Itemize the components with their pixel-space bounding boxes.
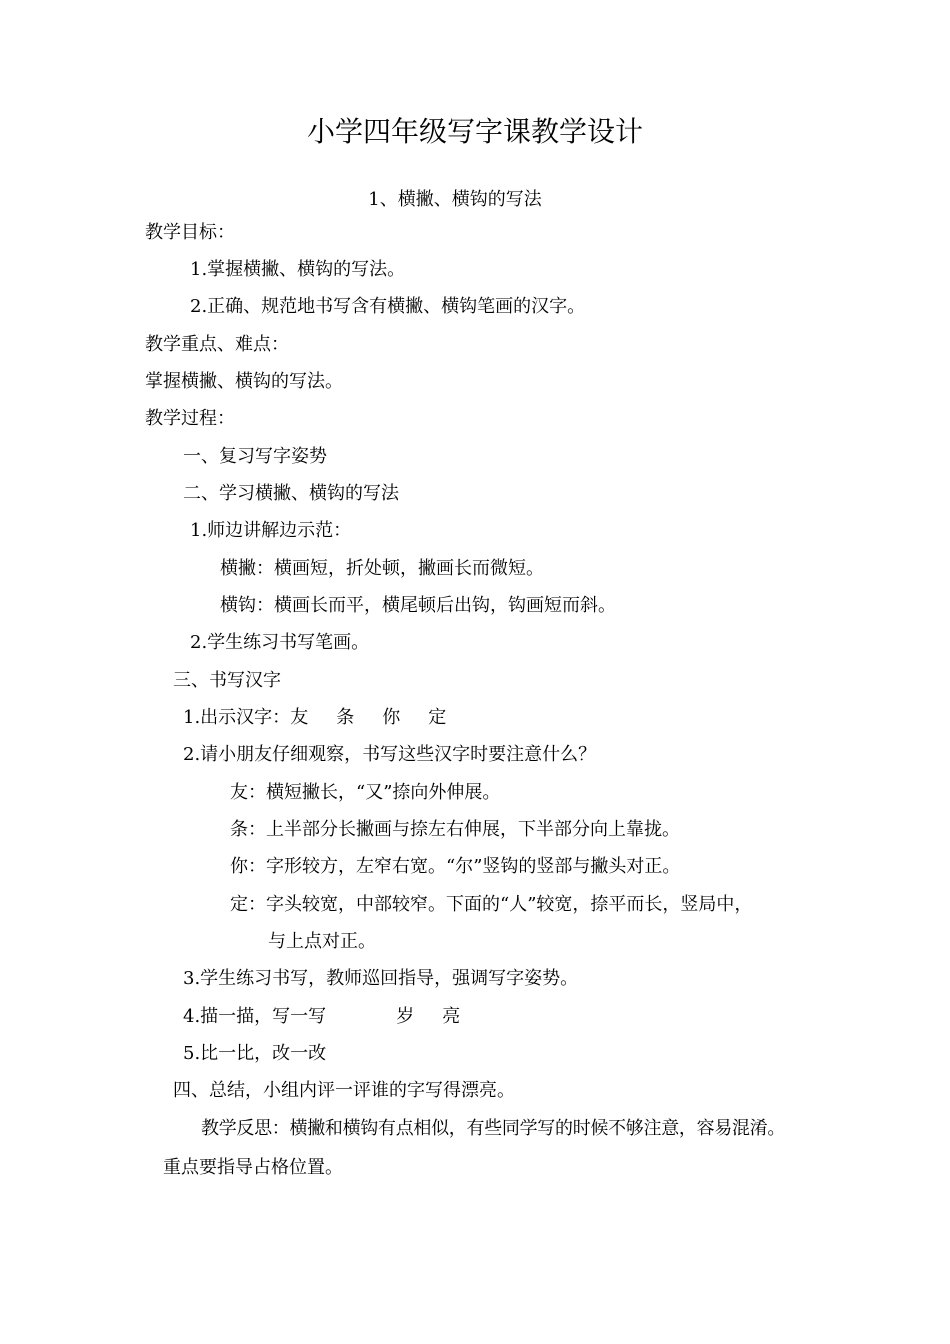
lesson-subtitle: 1、横撇、横钩的写法 [368, 189, 542, 210]
process-heading: 教学过程： [145, 408, 235, 429]
key-points-text: 掌握横撇、横钩的写法。 [145, 371, 343, 392]
char-liang: 亮 [442, 1006, 461, 1027]
goals-heading: 教学目标： [145, 222, 235, 243]
process-step-3-5: 5.比一比，改一改 [183, 1043, 327, 1064]
process-step-3-4 [183, 1003, 460, 1031]
key-points-heading: 教学重点、难点： [145, 334, 289, 355]
process-step-3-3: 3.学生练习书写，教师巡回指导，强调写字姿势。 [183, 968, 579, 989]
goal-item-2: 2.正确、规范地书写含有横撇、横钩笔画的汉字。 [190, 296, 586, 317]
process-step-2-2: 2.学生练习书写笔画。 [190, 632, 370, 653]
char-tiao: 条 [336, 707, 355, 728]
note-you: 友：横短撇长，“又”捺向外伸展。 [230, 782, 501, 803]
note-ni: 你：字形较方，左窄右宽。“尔”竖钩的竖部与撇头对正。 [230, 856, 681, 877]
reflection-line-2: 重点要指导占格位置。 [163, 1157, 343, 1178]
char-ding: 定 [428, 707, 447, 728]
process-step-2: 二、学习横撇、横钩的写法 [183, 483, 399, 504]
process-step-3-1 [183, 704, 446, 732]
note-ding-line-1: 定：字头较宽，中部较窄。下面的“人”较宽，捺平而长，竖局中， [230, 894, 753, 915]
process-step-1: 一、复习写字姿势 [183, 446, 327, 467]
henggou-description: 横钩：横画长而平，横尾顿后出钩，钩画短而斜。 [220, 595, 616, 616]
char-ni: 你 [382, 707, 401, 728]
process-step-3: 三、书写汉字 [173, 670, 281, 691]
note-tiao: 条：上半部分长撇画与捺左右伸展，下半部分向上靠拢。 [230, 819, 680, 840]
hengpie-description: 横撇：横画短，折处顿，撇画长而微短。 [220, 558, 544, 579]
char-sui: 岁 [396, 1006, 415, 1027]
step-3-4-label: 4.描一描，写一写 [183, 1006, 327, 1027]
note-ding-line-2: 与上点对正。 [268, 931, 376, 952]
process-step-2-1: 1.师边讲解边示范： [190, 520, 352, 541]
document-title: 小学四年级写字课教学设计 [306, 115, 643, 148]
char-you: 友 [290, 707, 309, 728]
process-step-3-2: 2.请小朋友仔细观察，书写这些汉字时要注意什么？ [183, 744, 597, 765]
process-step-4: 四、总结，小组内评一评谁的字写得漂亮。 [173, 1080, 515, 1101]
step-3-1-label: 1.出示汉字： [183, 707, 291, 728]
goal-item-1: 1.掌握横撇、横钩的写法。 [190, 259, 406, 280]
reflection-line-1: 教学反思：横撇和横钩有点相似，有些同学写的时候不够注意，容易混淆。 [201, 1118, 786, 1139]
